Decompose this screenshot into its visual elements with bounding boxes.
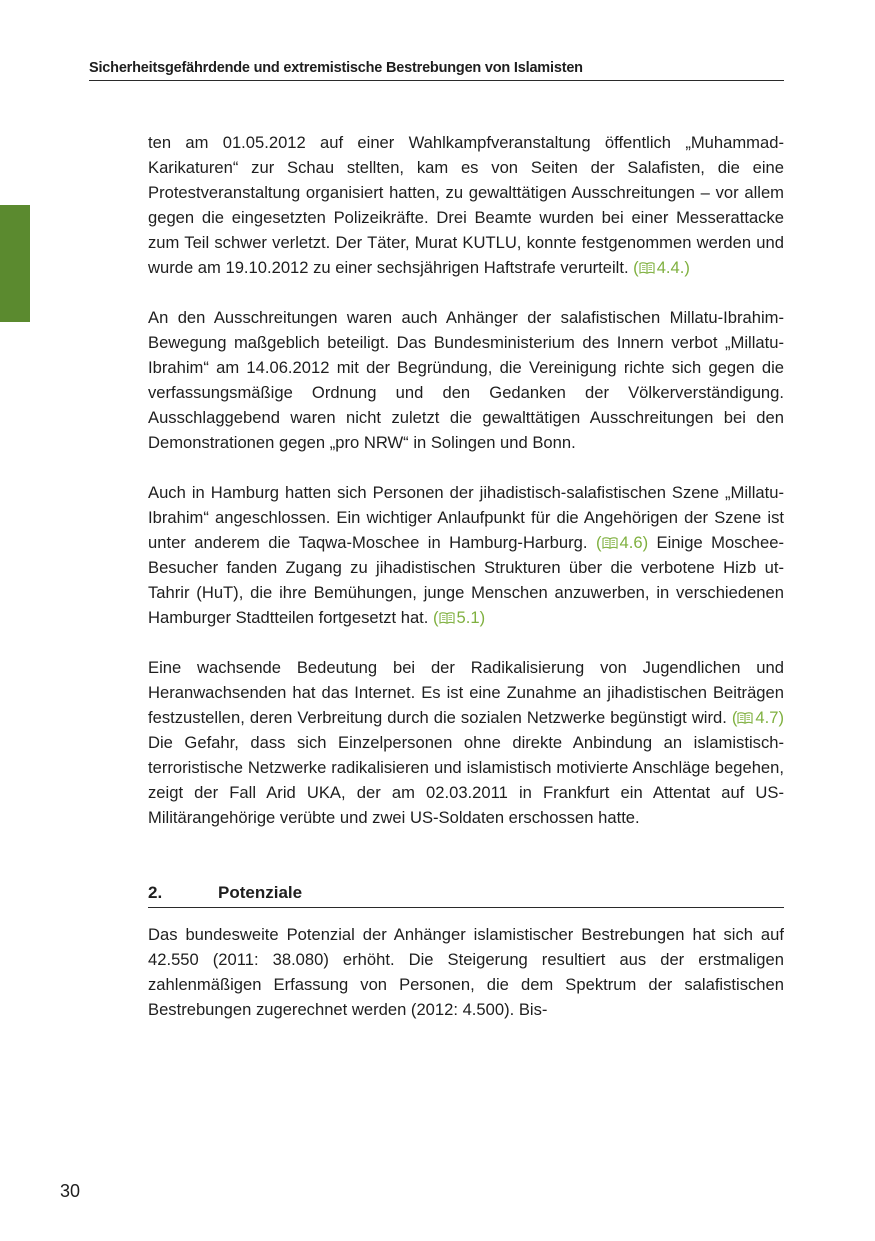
section-number: 2. [148, 883, 163, 902]
paragraph-5: Das bundesweite Potenzial der Anhänger islamistischer Bestrebungen hat sich auf 42.550 (2011: 38.080) erhöht. Die Steigerung resultiert aus der erstmaligen zahlenmäßigen Erfassung von Personen, die dem Spektrum der salafistischen Bestrebungen zugerechnet werden (2012: 4.500). Bis- [148, 925, 784, 1019]
paragraph-4: Eine wachsende Bedeutung bei der Radikalisierung von Jugendlichen und Heranwachsenden hat das Internet. Es ist eine Zunahme an jihadistischen Beiträgen festzustellen, deren Verbreitung durch die sozialen Netzwerke begünstigt wird. ( 4.7) Die Gefahr, dass sich Einzelpersonen ohne direkte Anbindung an islamistisch-terroristische Netzwerke radikalisieren und islamistisch motivierte Anschläge begehen, zeigt der Fall Arid UKA, der am 02.03.2011 in Frankfurt ein Attentat auf US-Militärangehörige verübte und zwei US-Soldaten erschossen hatte. [148, 658, 784, 827]
section-heading [148, 880, 784, 908]
page-number: 30 [60, 1181, 81, 1201]
book-icon [737, 712, 753, 724]
cross-reference-4-4[interactable]: ( 4.4.) [633, 258, 690, 277]
chapter-tab-marker [0, 205, 30, 322]
cross-reference-4-7[interactable]: ( 4.7) [731, 708, 784, 727]
paragraph-1: ten am 01.05.2012 auf einer Wahlkampfveranstaltung öffentlich „Muhammad-Karikaturen“ zur Schau stellten, kam es von Seiten der Salafisten, die eine Protestveranstaltung organisiert hatten, zu gewalttätigen Ausschreitungen – vor allem gegen die eingesetzten Polizeikräfte. Drei Beamte wurden bei einer Messerattacke zum Teil schwer verletzt. Der Täter, Murat KUTLU, konnte festgenommen werden und wurde am 19.10.2012 zu einer sechsjährigen Haftstrafe verurteilt. ( 4.4.) [148, 133, 784, 277]
book-icon [639, 262, 655, 274]
page-content [148, 130, 784, 1047]
cross-reference-4-6[interactable]: ( 4.6) [595, 533, 649, 552]
running-title: Sicherheitsgefährdende und extremistische Bestrebungen von Islamisten [89, 60, 583, 76]
paragraph-3: Auch in Hamburg hatten sich Personen der jihadistisch-salafistischen Szene „Millatu-Ibrahim“ angeschlossen. Ein wichtiger Anlaufpunkt für die Angehörigen der Szene ist unter anderem die Taqwa-Moschee in Hamburg-Harburg. ( 4.6) Einige Moschee-Besucher fanden Zugang zu jihadistischen Strukturen über die verbotene Hizb ut-Tahrir (HuT), die ihre Bemühungen, junge Menschen anzuwerben, in verschiedenen Hamburger Stadtteilen fortgesetzt hat. ( 5.1) [148, 483, 784, 627]
paragraph-2: An den Ausschreitungen waren auch Anhänger der salafistischen Millatu-Ibrahim-Bewegung maßgeblich beteiligt. Das Bundesministerium des Innern verbot „Millatu-Ibrahim“ am 14.06.2012 mit der Begründung, die Vereinigung richte sich gegen die verfassungsmäßige Ordnung und den Gedanken der Völkerverständigung. Ausschlaggebend waren nicht zuletzt die gewalttätigen Ausschreitungen bei den Demonstrationen gegen „pro NRW“ in Solingen und Bonn. [148, 308, 784, 452]
running-header [89, 60, 784, 81]
book-icon [439, 612, 455, 624]
book-icon [602, 537, 618, 549]
section-title: Potenziale [218, 883, 303, 902]
cross-reference-5-1[interactable]: ( 5.1) [433, 608, 486, 627]
